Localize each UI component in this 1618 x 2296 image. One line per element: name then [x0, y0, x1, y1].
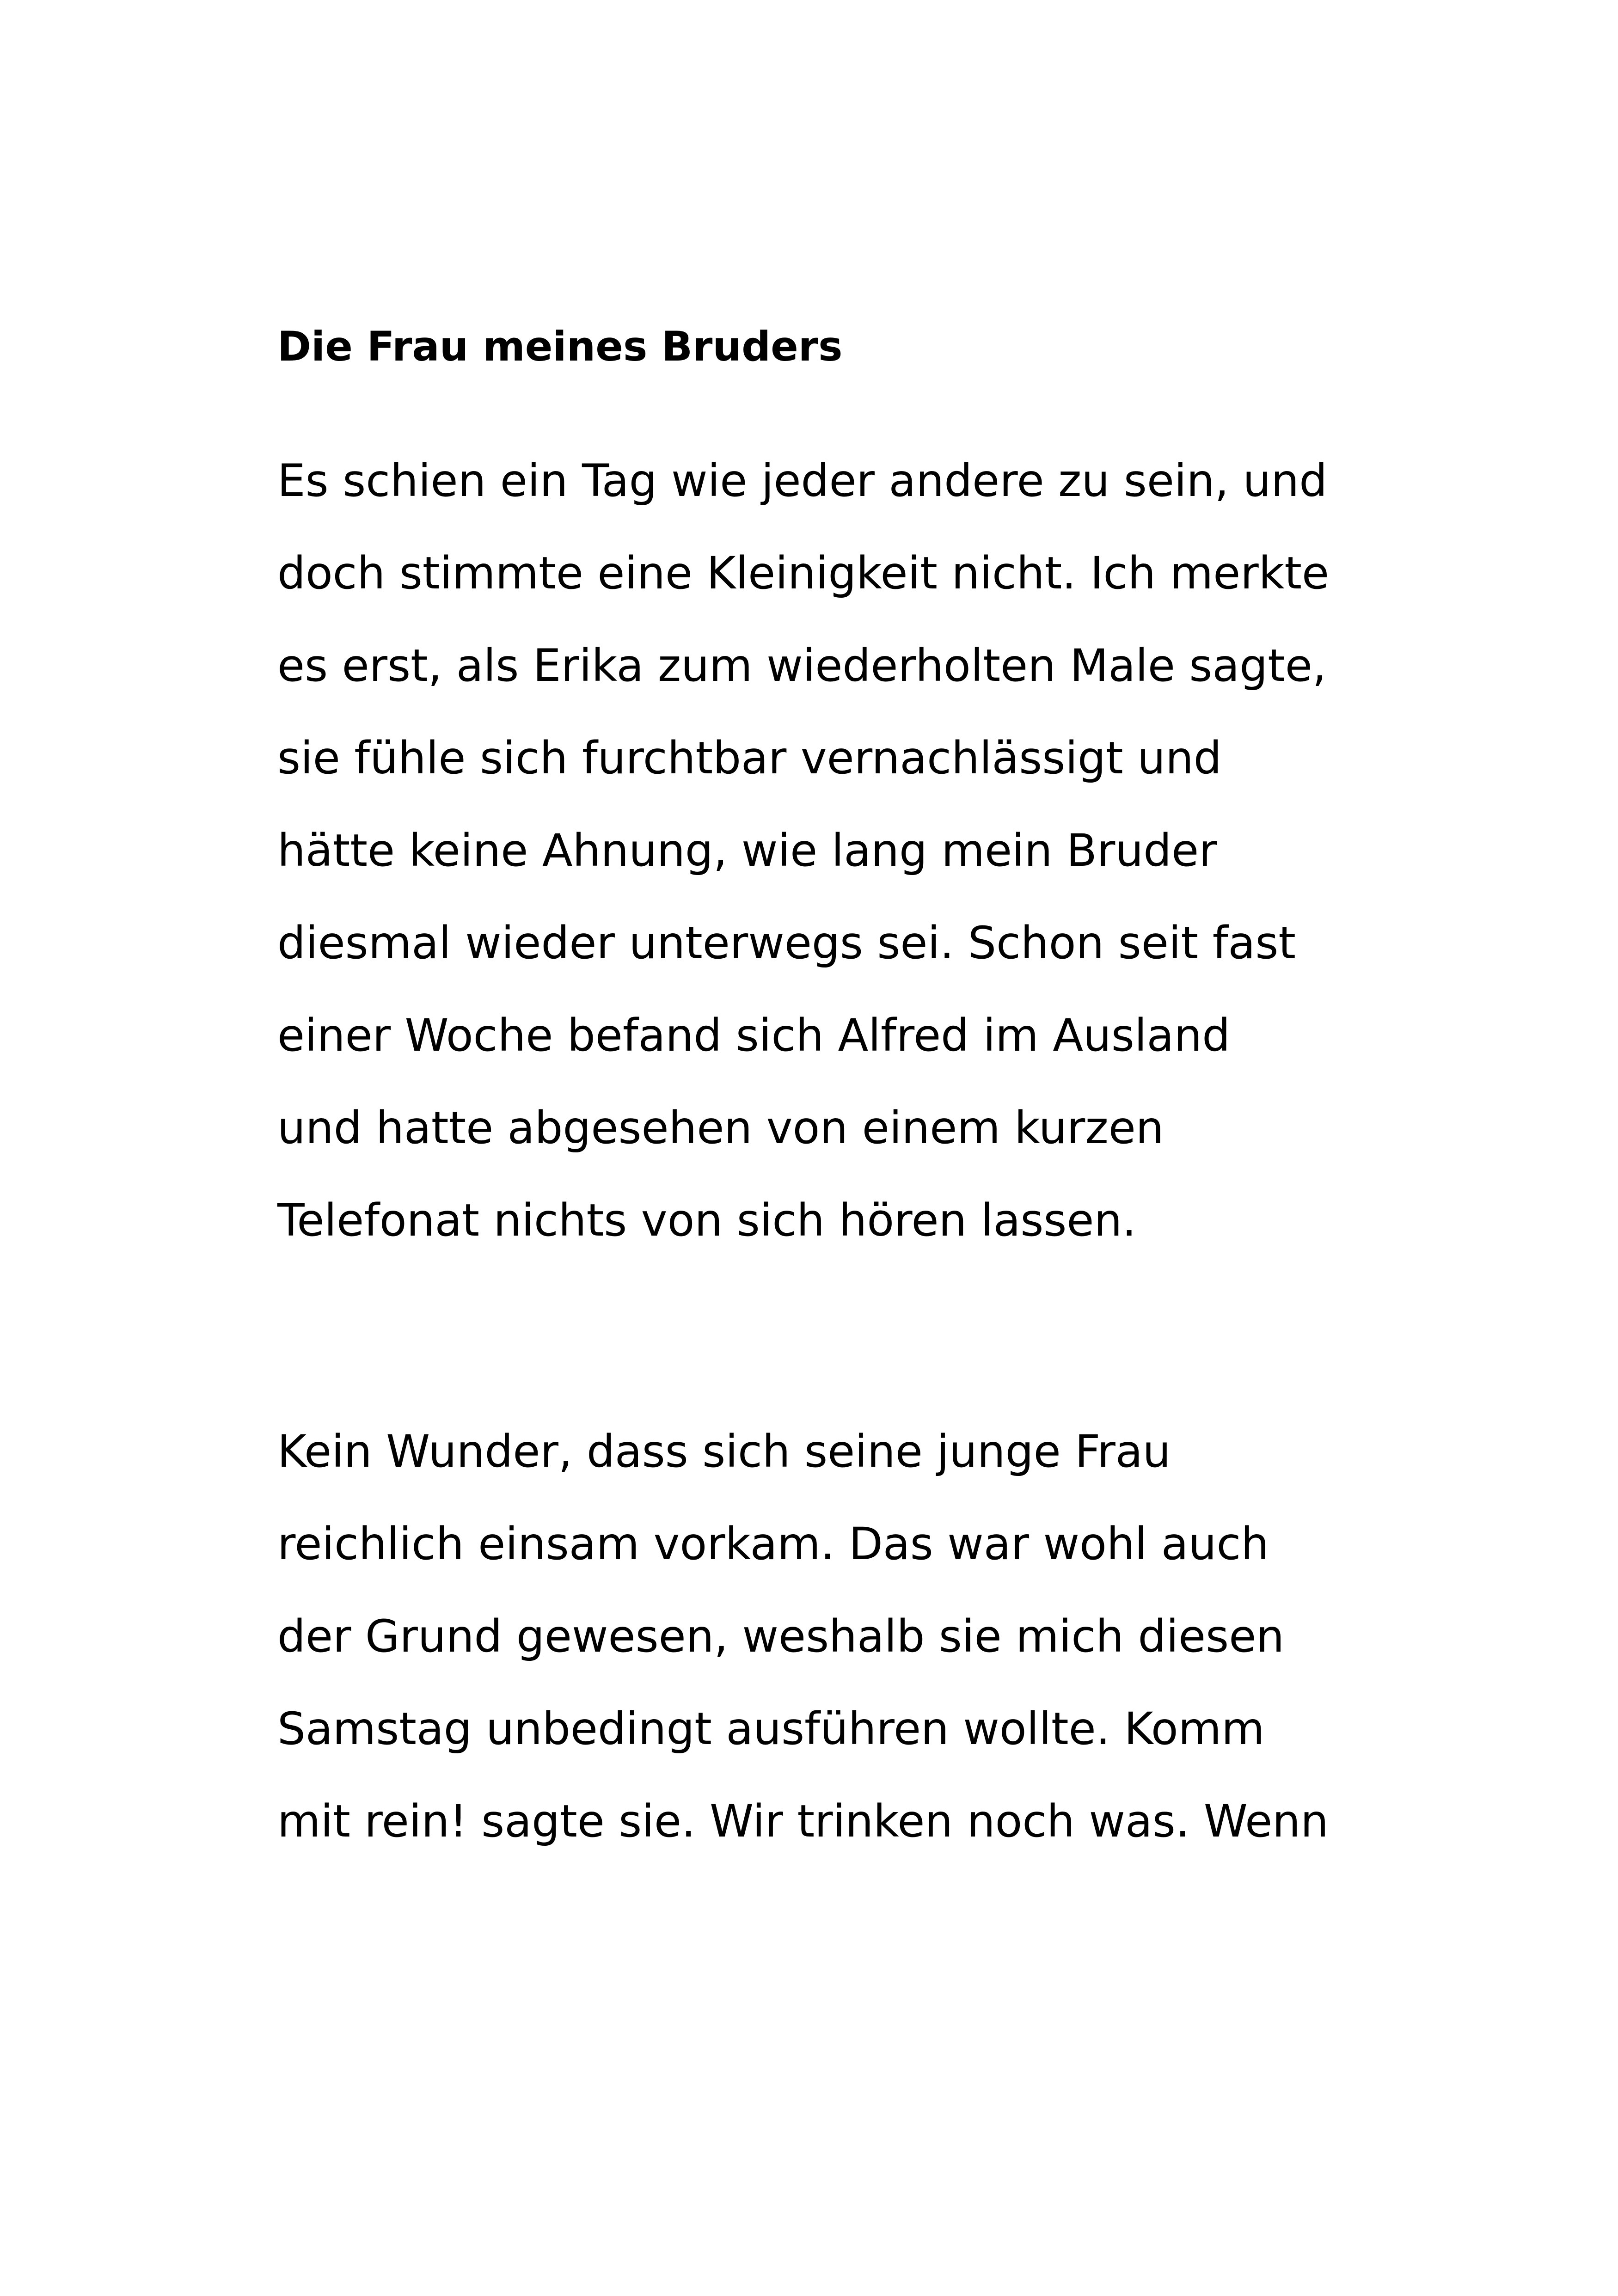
paragraph-1-line-7: einer Woche befand sich Alfred im Ausland [277, 1010, 1231, 1061]
paragraph-1-line-6: diesmal wieder unterwegs sei. Schon seit fast [277, 917, 1296, 969]
paragraph-2-line-3: der Grund gewesen, weshalb sie mich diesen [277, 1610, 1285, 1662]
paragraph-2-line-5: mit rein! sagte sie. Wir trinken noch was. Wenn [277, 1795, 1329, 1847]
paragraph-2-line-2: reichlich einsam vorkam. Das war wohl auch [277, 1518, 1269, 1570]
paragraph-1-line-3: es erst, als Erika zum wiederholten Male sagte, [277, 640, 1327, 692]
paragraph-1-line-4: sie fühle sich furchtbar vernachlässigt und [277, 732, 1222, 784]
paragraph-1-line-8: und hatte abgesehen von einem kurzen [277, 1102, 1164, 1154]
paragraph-1-line-9: Telefonat nichts von sich hören lassen. [277, 1194, 1136, 1246]
paragraph-1-line-2: doch stimmte eine Kleinigkeit nicht. Ich merkte [277, 547, 1330, 599]
paragraph-1-line-5: hätte keine Ahnung, wie lang mein Bruder [277, 825, 1217, 876]
paragraph-2-line-4: Samstag unbedingt ausführen wollte. Komm [277, 1703, 1265, 1755]
paragraph-2-line-1: Kein Wunder, dass sich seine junge Frau [277, 1426, 1171, 1477]
paragraph-1-line-1: Es schien ein Tag wie jeder andere zu sein, und [277, 455, 1328, 507]
document-title: Die Frau meines Bruders [277, 323, 843, 370]
